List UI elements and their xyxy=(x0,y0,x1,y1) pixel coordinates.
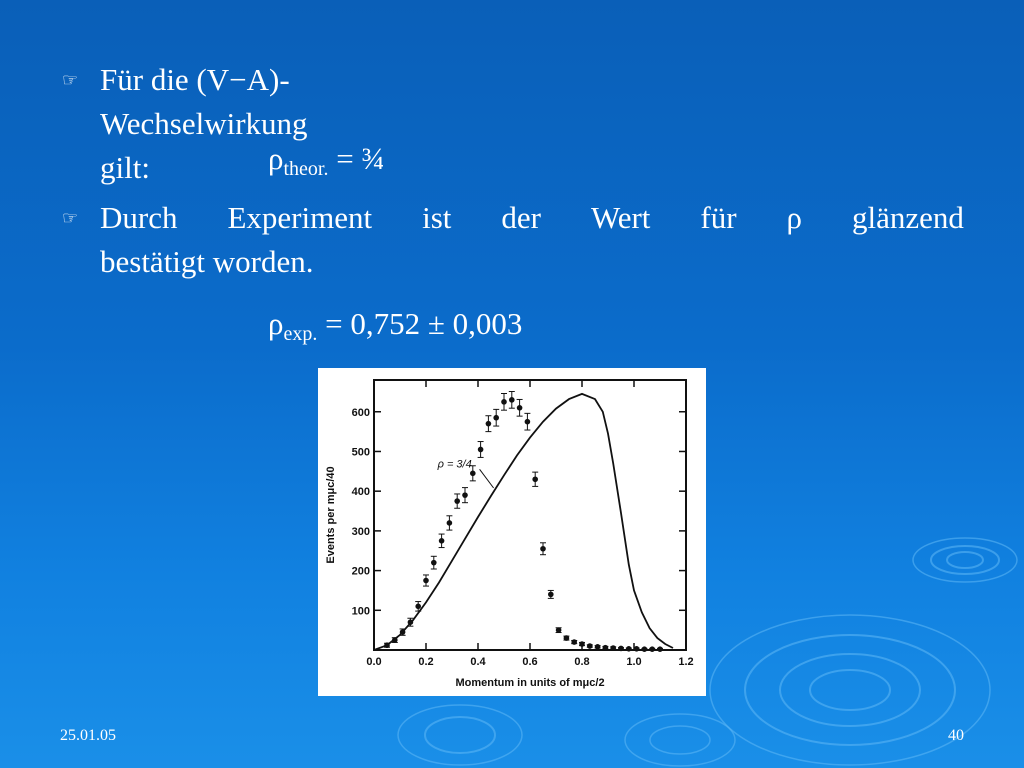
data-point xyxy=(462,492,468,498)
pointing-hand-icon: ☞ xyxy=(62,208,79,228)
data-point xyxy=(493,415,499,421)
data-point xyxy=(657,646,663,652)
momentum-spectrum-chart xyxy=(318,368,706,696)
word: ist xyxy=(422,200,452,235)
data-point xyxy=(423,578,429,584)
data-point xyxy=(517,405,523,411)
word: glänzend xyxy=(852,200,964,235)
annotation-pointer xyxy=(480,469,494,488)
footer-page-number: 40 xyxy=(948,727,964,744)
footer-date: 25.01.05 xyxy=(60,727,116,744)
data-point xyxy=(431,560,437,566)
x-tick-label: 1.0 xyxy=(626,656,642,668)
y-tick-label: 500 xyxy=(351,446,370,459)
data-point xyxy=(447,520,453,526)
rho-symbol: ρ xyxy=(268,306,284,341)
data-point xyxy=(525,419,531,425)
data-point xyxy=(540,546,546,552)
word: ρ xyxy=(786,200,803,235)
data-point xyxy=(618,646,624,652)
y-tick-label: 600 xyxy=(351,406,370,419)
word: Durch xyxy=(100,200,178,235)
word: für xyxy=(700,200,737,235)
data-point xyxy=(556,627,562,633)
rho-symbol: ρ xyxy=(268,141,284,176)
word: Wert xyxy=(590,200,651,235)
formula-value-experiment: = 0,752 ± 0,003 xyxy=(325,306,523,341)
y-tick-label: 200 xyxy=(351,565,370,578)
data-point xyxy=(392,637,398,643)
data-point xyxy=(400,629,406,635)
data-point xyxy=(649,646,655,652)
formula-theory xyxy=(268,137,385,191)
data-point xyxy=(579,641,585,647)
y-tick-label: 400 xyxy=(351,486,370,499)
bullet-text-2 xyxy=(100,196,964,284)
data-point xyxy=(564,635,570,641)
data-point xyxy=(532,476,538,482)
data-point xyxy=(571,639,577,645)
bullet-text-1: Für die (V−A)-Wechselwirkung gilt: xyxy=(100,62,308,185)
curve-annotation: ρ = 3/4 xyxy=(437,458,472,471)
x-tick-label: 0.6 xyxy=(522,656,538,668)
data-point xyxy=(595,644,601,650)
data-point xyxy=(626,646,632,652)
x-tick-label: 0.2 xyxy=(418,656,434,668)
bullet-text-2-line-2: bestätigt worden. xyxy=(100,244,314,279)
formula-experiment xyxy=(268,302,522,356)
data-point xyxy=(610,645,616,651)
momentum-spectrum-figure xyxy=(318,368,706,696)
y-axis-label: Events per mμc/40 xyxy=(325,466,337,564)
data-point xyxy=(634,646,640,652)
data-point xyxy=(603,645,609,651)
data-point xyxy=(470,471,476,477)
bullet-text-2-line-1 xyxy=(100,196,964,240)
data-point xyxy=(415,604,421,610)
word: der xyxy=(501,200,541,235)
data-point xyxy=(454,498,460,504)
data-point xyxy=(486,421,492,427)
x-axis-label: Momentum in units of mμc/2 xyxy=(455,677,605,689)
data-point xyxy=(642,646,648,652)
formula-value-theory: = ¾ xyxy=(336,141,385,176)
x-tick-label: 0.4 xyxy=(470,656,486,668)
data-point xyxy=(509,397,515,403)
y-tick-label: 300 xyxy=(351,525,370,538)
data-point xyxy=(384,642,390,648)
formula-subscript-theory: theor. xyxy=(283,158,329,180)
data-point xyxy=(439,538,445,544)
x-tick-label: 1.2 xyxy=(678,656,694,668)
data-point xyxy=(501,399,507,405)
word: Experiment xyxy=(227,200,373,235)
formula-subscript-experiment: exp. xyxy=(283,323,318,345)
x-tick-label: 0.0 xyxy=(366,656,382,668)
x-tick-label: 0.8 xyxy=(574,656,590,668)
y-tick-label: 100 xyxy=(351,605,370,618)
data-point xyxy=(587,643,593,649)
data-point xyxy=(548,592,554,598)
data-point xyxy=(478,447,484,453)
data-point xyxy=(408,619,414,625)
pointing-hand-icon: ☞ xyxy=(62,70,79,90)
